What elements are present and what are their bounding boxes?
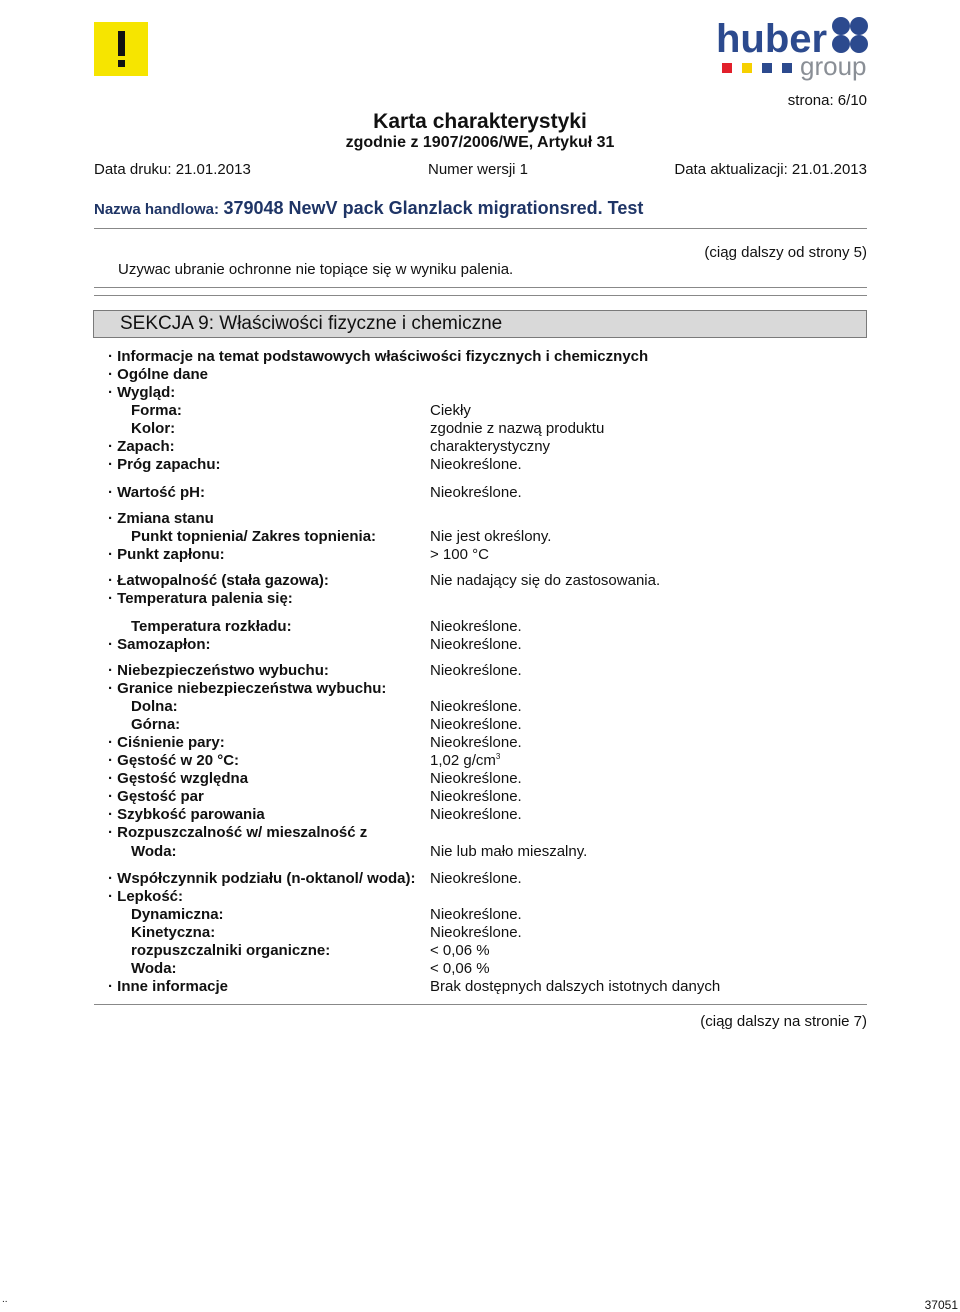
property-label: Forma: — [131, 402, 182, 419]
property-label: · Temperatura palenia się: — [108, 590, 293, 607]
property-value: < 0,06 % — [430, 942, 490, 959]
property-value: Nieokreślone. — [430, 806, 522, 823]
property-label: · Szybkość parowania — [108, 806, 265, 823]
property-label: · Wygląd: — [108, 384, 176, 401]
property-value: Nie lub mało mieszalny. — [430, 843, 588, 860]
property-label: · Gęstość względna — [108, 770, 249, 787]
divider-2 — [94, 295, 867, 296]
regulation-subtitle: zgodnie z 1907/2006/WE, Artykuł 31 — [345, 134, 615, 151]
property-label: · Wartość pH: — [108, 484, 205, 501]
property-value: Nie jest określony. — [430, 528, 552, 545]
property-label: · Niebezpieczeństwo wybuchu: — [108, 662, 329, 679]
property-label: Punkt topnienia/ Zakres topnienia: — [131, 528, 377, 545]
logo-text-top: huber — [716, 17, 828, 61]
update-date: Data aktualizacji: 21.01.2013 — [674, 161, 867, 178]
property-value: 1,02 $g/cm^3$ — [430, 752, 501, 769]
property-label: Dolna: — [131, 698, 178, 715]
trade-name-label: Nazwa handlowa: — [94, 201, 220, 218]
property-value: < 0,06 % — [430, 960, 490, 977]
property-label: Temperatura rozkładu: — [131, 618, 292, 635]
property-label: · Ciśnienie pary: — [108, 734, 225, 751]
property-value: Nieokreślone. — [430, 788, 522, 805]
huber-group-logo — [716, 12, 874, 88]
property-value: Nieokreślone. — [430, 662, 522, 679]
property-label: · Punkt zapłonu: — [108, 546, 225, 563]
property-label: Kolor: — [131, 420, 176, 437]
property-value: Nieokreślone. — [430, 456, 522, 473]
section-title: SEKCJA 9: Właściwości fizyczne i chemiczne — [120, 313, 503, 334]
unit-superscript: 3 — [495, 752, 501, 761]
property-value: Nie nadający się do zastosowania. — [430, 572, 661, 589]
property-value: Nieokreślone. — [430, 618, 522, 635]
trade-name — [94, 198, 643, 219]
header-divider — [94, 228, 867, 229]
property-label: · Informacje na temat podstawowych właściwości fizycznych i chemicznych — [108, 348, 649, 365]
property-label: · Współczynnik podziału (n-oktanol/ woda): — [108, 870, 416, 887]
version-number: Numer wersji 1 — [428, 161, 529, 178]
logo-text-bottom: group — [800, 51, 867, 81]
property-label: Woda: — [131, 960, 177, 977]
page-number: strona: 6/10 — [787, 92, 867, 109]
property-label: · Granice niebezpieczeństwa wybuchu: — [108, 680, 387, 697]
property-value: Nieokreślone. — [430, 484, 522, 501]
section-header — [93, 310, 867, 338]
section-end-divider — [94, 1004, 867, 1005]
property-value: zgodnie z nazwą produktu — [430, 420, 605, 437]
property-label: · Samozapłon: — [108, 636, 211, 653]
property-value: Nieokreślone. — [430, 698, 522, 715]
warning-icon — [94, 22, 148, 76]
property-value: Ciekły — [430, 402, 471, 419]
property-value: Nieokreślone. — [430, 716, 522, 733]
property-label: · Próg zapachu: — [108, 456, 221, 473]
property-label: Kinetyczna: — [131, 924, 216, 941]
property-label: · Łatwopalność (stała gazowa): — [108, 572, 329, 589]
property-value: Nieokreślone. — [430, 734, 522, 751]
property-label: Górna: — [131, 716, 181, 733]
property-label: · Lepkość: — [108, 888, 184, 905]
property-value: Nieokreślone. — [430, 770, 522, 787]
property-label: · Gęstość par — [108, 788, 204, 805]
divider-1 — [94, 287, 867, 288]
property-label: · Inne informacje — [108, 978, 229, 995]
property-value: charakterystyczny — [430, 438, 551, 455]
property-label: rozpuszczalniki organiczne: — [131, 942, 331, 959]
property-label: · Rozpuszczalność w/ mieszalność z — [108, 824, 368, 841]
property-label: Woda: — [131, 843, 177, 860]
property-value: Nieokreślone. — [430, 906, 522, 923]
property-label: · Gęstość w 20 °C: — [108, 752, 240, 769]
intro-text: Uzywac ubranie ochronne nie topiące się w wyniku palenia. — [118, 261, 514, 278]
footer-mark: .. — [2, 1294, 8, 1305]
property-value: Brak dostępnych dalszych istotnych danych — [430, 978, 721, 995]
property-value: Nieokreślone. — [430, 924, 522, 941]
document-title: Karta charakterystyki — [373, 110, 587, 133]
property-value: > 100 °C — [430, 546, 489, 563]
property-label: Dynamiczna: — [131, 906, 224, 923]
continued-to: (ciąg dalszy na stronie 7) — [700, 1013, 867, 1030]
footer-code: 37051 — [924, 1298, 958, 1312]
trade-name-value: 379048 NewV pack Glanzlack migrationsred. Test — [223, 198, 644, 218]
continued-from: (ciąg dalszy od strony 5) — [704, 244, 867, 261]
print-date: Data druku: 21.01.2013 — [94, 161, 251, 178]
property-value: Nieokreślone. — [430, 870, 522, 887]
property-label: · Zapach: — [108, 438, 175, 455]
property-label: · Zmiana stanu — [108, 510, 214, 527]
property-label: · Ogólne dane — [108, 366, 209, 383]
property-value: Nieokreślone. — [430, 636, 522, 653]
